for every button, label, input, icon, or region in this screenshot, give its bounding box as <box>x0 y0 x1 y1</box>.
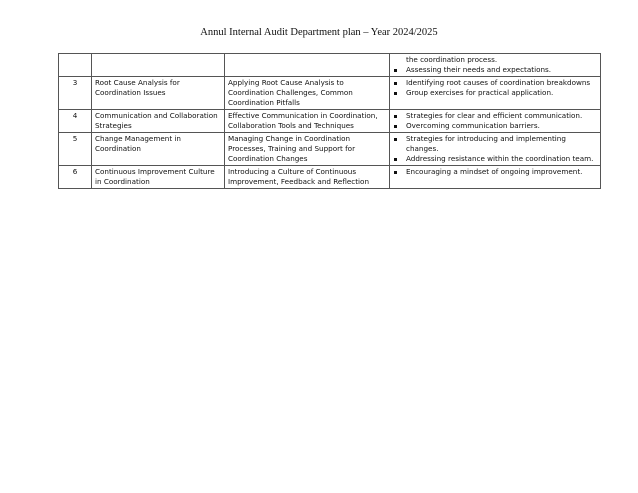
bullet-item: Assessing their needs and expectations. <box>393 65 597 75</box>
content-cell: Introducing a Culture of Continuous Improvement, Feedback and Reflection <box>225 166 390 189</box>
content-cell: Effective Communication in Coordination, Collaboration Tools and Techniques <box>225 110 390 133</box>
topic-cell: Continuous Improvement Culture in Coordination <box>92 166 225 189</box>
bullet-item: the coordination process. <box>406 55 498 64</box>
session-number-cell: 5 <box>59 133 92 166</box>
bullet-item: Encouraging a mindset of ongoing improvement. <box>393 167 597 177</box>
bullet-item: Group exercises for practical application. <box>393 88 597 98</box>
content-cell <box>225 54 390 77</box>
bullet-item: Identifying root causes of coordination breakdowns <box>393 78 597 88</box>
bullet-item: Strategies for introducing and implementing changes. <box>393 134 597 154</box>
table-row <box>59 110 601 133</box>
bullet-item: Overcoming communication barriers. <box>393 121 597 131</box>
activities-cell <box>390 166 601 189</box>
table-row <box>59 54 601 77</box>
topic-cell <box>92 54 225 77</box>
audit-plan-table <box>58 53 601 189</box>
topic-cell: Root Cause Analysis for Coordination Issues <box>92 77 225 110</box>
session-number-cell: 6 <box>59 166 92 189</box>
session-number-cell: 4 <box>59 110 92 133</box>
page-title: Annul Internal Audit Department plan – Year 2024/2025 <box>200 27 438 38</box>
activities-cell <box>390 110 601 133</box>
activities-cell <box>390 77 601 110</box>
activities-cell <box>390 133 601 166</box>
topic-cell: Change Management in Coordination <box>92 133 225 166</box>
session-number-cell: 3 <box>59 77 92 110</box>
session-number-cell <box>59 54 92 77</box>
activities-cell <box>390 54 601 77</box>
content-cell: Applying Root Cause Analysis to Coordination Challenges, Common Coordination Pitfalls <box>225 77 390 110</box>
table-body <box>59 54 601 189</box>
bullet-item: Addressing resistance within the coordination team. <box>393 154 597 164</box>
bullet-item: Strategies for clear and efficient communication. <box>393 111 597 121</box>
table-row <box>59 166 601 189</box>
table-row <box>59 77 601 110</box>
table-row <box>59 133 601 166</box>
content-cell: Managing Change in Coordination Processes, Training and Support for Coordination Changes <box>225 133 390 166</box>
topic-cell: Communication and Collaboration Strategies <box>92 110 225 133</box>
